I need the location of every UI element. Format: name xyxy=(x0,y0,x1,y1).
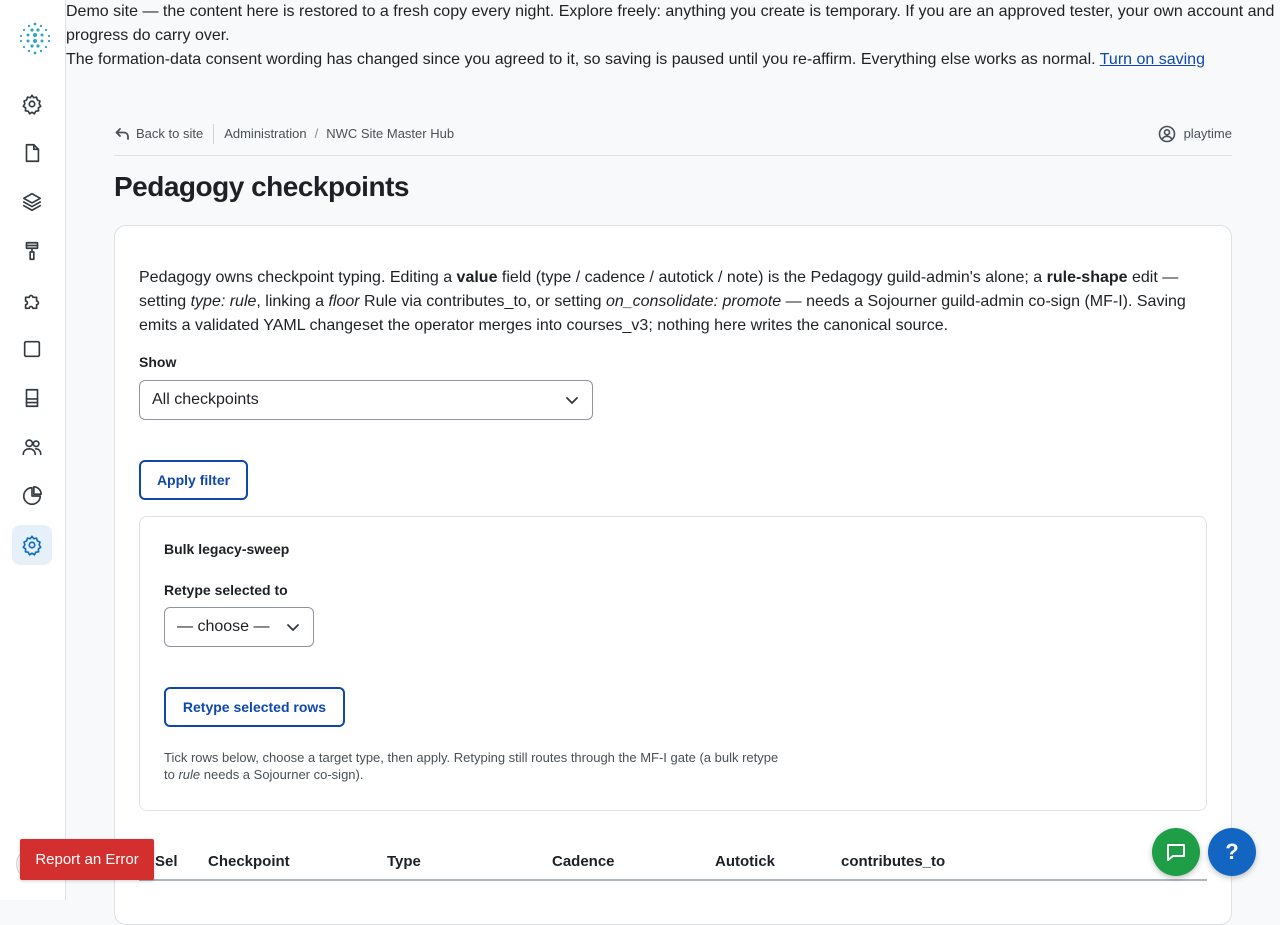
chat-bubble-icon xyxy=(1164,840,1188,864)
gear-icon xyxy=(21,534,43,556)
report-an-error-button[interactable]: Report an Error xyxy=(20,839,154,880)
column-header-contributes-to[interactable]: contributes_to xyxy=(841,853,946,870)
sidebar-item-blocks[interactable] xyxy=(12,329,52,369)
apply-filter-button[interactable]: Apply filter xyxy=(139,460,248,500)
gear-icon xyxy=(21,93,43,115)
user-name: playtime xyxy=(1183,126,1232,141)
breadcrumb-bar xyxy=(114,112,1232,156)
sidebar-item-settings[interactable] xyxy=(12,84,52,124)
chevron-down-icon xyxy=(285,619,301,635)
layers-icon xyxy=(21,191,43,213)
file-icon xyxy=(21,142,43,164)
breadcrumb-separator: / xyxy=(314,126,319,141)
column-header-autotick[interactable]: Autotick xyxy=(715,853,775,870)
retype-label: Retype selected to xyxy=(164,582,288,598)
intro-text: Pedagogy owns checkpoint typing. Editing a value field (type / cadence / autotick / note) is the Pedagogy guild-admin's alone; a rule-shape edit — setting type: rule, linking a floor Rule via contributes_to, or setting on_consolidate: promote — needs a Sojourner guild-admin co-sign (MF-I). Saving emits a validated YAML changeset the operator merges into courses_v3; nothing here writes the canonical source. xyxy=(139,269,1186,334)
back-to-site-link[interactable] xyxy=(114,124,214,144)
square-icon xyxy=(21,338,43,360)
demo-banner xyxy=(66,0,1280,72)
sidebar-item-appearance[interactable] xyxy=(12,231,52,271)
column-header-checkpoint[interactable]: Checkpoint xyxy=(208,853,290,870)
bulk-help-text: Tick rows below, choose a target type, then apply. Retyping still routes through the MF-I gate (a bulk retype to rule needs a Sojourner co-sign). xyxy=(164,750,779,782)
sidebar-item-users[interactable] xyxy=(12,427,52,467)
paint-roller-icon xyxy=(21,240,43,262)
show-filter-select[interactable] xyxy=(139,380,593,420)
sidebar-item-layers[interactable] xyxy=(12,182,52,222)
help-button[interactable]: ? xyxy=(1208,828,1256,876)
site-logo[interactable] xyxy=(17,20,53,56)
breadcrumb-nwc-site-master-hub[interactable]: NWC Site Master Hub xyxy=(326,126,455,141)
retype-select[interactable] xyxy=(164,607,314,647)
banner-consent-text: The formation-data consent wording has changed since you agreed to it, so saving is paused until you re-affirm. Everything else works as normal. xyxy=(66,51,1096,68)
retype-selected-rows-button[interactable]: Retype selected rows xyxy=(164,687,345,727)
turn-on-saving-link[interactable]: Turn on saving xyxy=(1099,51,1205,68)
main-card xyxy=(114,225,1232,925)
pie-chart-icon xyxy=(21,485,43,507)
user-circle-icon xyxy=(1158,125,1176,143)
sidebar-item-courses[interactable] xyxy=(12,378,52,418)
page-title: Pedagogy checkpoints xyxy=(114,171,409,202)
sidebar-item-site-admin[interactable] xyxy=(12,525,52,565)
chat-button[interactable] xyxy=(1152,828,1200,876)
show-label: Show xyxy=(139,354,177,370)
sidebar-item-reports[interactable] xyxy=(12,476,52,516)
back-to-site-label: Back to site xyxy=(136,126,204,141)
users-icon xyxy=(21,436,43,458)
banner-consent-notice xyxy=(66,48,1280,72)
column-header-sel[interactable]: Sel xyxy=(155,853,178,870)
chevron-down-icon xyxy=(564,392,580,408)
sidebar xyxy=(0,0,66,900)
puzzle-icon xyxy=(21,290,43,312)
retype-value: — choose — xyxy=(177,618,270,635)
book-icon xyxy=(21,387,43,409)
user-menu[interactable] xyxy=(1158,125,1232,143)
breadcrumb-administration[interactable]: Administration xyxy=(224,126,307,141)
sidebar-item-plugins[interactable] xyxy=(12,281,52,321)
column-header-cadence[interactable]: Cadence xyxy=(552,853,615,870)
bulk-legacy-sweep-panel xyxy=(139,516,1207,811)
bulk-panel-title: Bulk legacy-sweep xyxy=(164,541,290,557)
sidebar-item-files[interactable] xyxy=(12,133,52,173)
show-filter-value: All checkpoints xyxy=(152,391,259,408)
back-arrow-icon xyxy=(114,126,130,142)
checkpoints-table-header xyxy=(139,836,1207,881)
banner-demo-notice: Demo site — the content here is restored to a fresh copy every night. Explore freely: anything you create is temporary. If you are an approved tester, your own account and progress do carry over. xyxy=(66,3,1275,44)
column-header-type[interactable]: Type xyxy=(387,853,421,870)
